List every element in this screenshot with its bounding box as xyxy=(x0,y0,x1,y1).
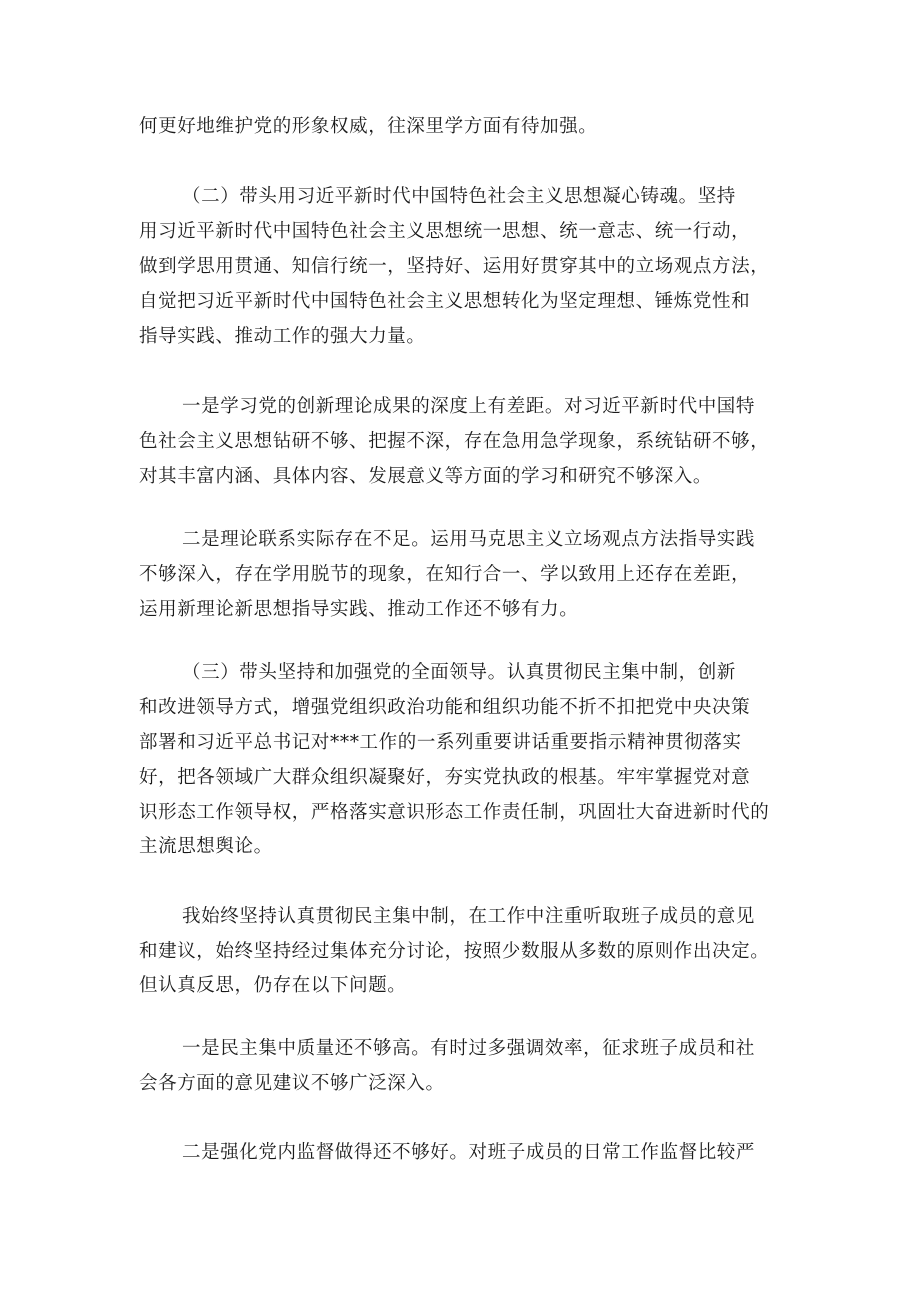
paragraph-line: 对其丰富内涵、具体内容、发展意义等方面的学习和研究不够深入。 xyxy=(139,466,713,487)
paragraph-line: 不够深入，存在学用脱节的现象，在知行合一、学以致用上还存在差距， xyxy=(139,564,751,585)
paragraph-line: 但认真反思，仍存在以下问题。 xyxy=(139,975,407,996)
paragraph-line: 二是理论联系实际存在不足。运用马克思主义立场观点方法指导实践 xyxy=(182,529,756,550)
paragraph-line: 运用新理论新思想指导实践、推动工作还不够有力。 xyxy=(139,599,579,620)
paragraph-line: 指导实践、推动工作的强大力量。 xyxy=(139,326,426,347)
paragraph-line: 自觉把习近平新时代中国特色社会主义思想转化为坚定理想、锤炼党性和 xyxy=(139,291,751,312)
paragraph-line: 我始终坚持认真贯彻民主集中制，在工作中注重听取班子成员的意见 xyxy=(182,906,756,927)
section-heading-line: （三）带头坚持和加强党的全面领导。认真贯彻民主集中制，创新 xyxy=(182,662,736,683)
paragraph-line: 一是民主集中质量还不够高。有时过多强调效率，征求班子成员和社 xyxy=(182,1038,756,1059)
section-heading-line: （二）带头用习近平新时代中国特色社会主义思想凝心铸魂。坚持 xyxy=(182,186,736,207)
paragraph-line: 识形态工作领导权，严格落实意识形态工作责任制，巩固壮大奋进新时代的 xyxy=(139,802,770,823)
paragraph-line: 好，把各领域广大群众组织凝聚好，夯实党执政的根基。牢牢掌握党对意 xyxy=(139,767,751,788)
paragraph-line: 和改进领导方式，增强党组织政治功能和组织功能不折不扣把党中央决策 xyxy=(139,697,751,718)
paragraph-line: 用习近平新时代中国特色社会主义思想统一思想、统一意志、统一行动， xyxy=(139,221,751,242)
paragraph-line: 部署和习近平总书记对***工作的一系列重要讲话重要指示精神贯彻落实 xyxy=(139,732,742,753)
paragraph-line: 做到学思用贯通、知信行统一，坚持好、运用好贯穿其中的立场观点方法， xyxy=(139,256,770,277)
paragraph-line: 一是学习党的创新理论成果的深度上有差距。对习近平新时代中国特 xyxy=(182,396,756,417)
paragraph-line: 色社会主义思想钻研不够、把握不深，存在急用急学现象，系统钻研不够， xyxy=(139,431,770,452)
paragraph-line: 主流思想舆论。 xyxy=(139,836,273,857)
paragraph-line: 会各方面的意见建议不够广泛深入。 xyxy=(139,1073,445,1094)
paragraph-line: 二是强化党内监督做得还不够好。对班子成员的日常工作监督比较严 xyxy=(182,1142,756,1163)
paragraph-line: 和建议，始终坚持经过集体充分讨论，按照少数服从多数的原则作出决定。 xyxy=(139,941,770,962)
paragraph-line: 何更好地维护党的形象权威，往深里学方面有待加强。 xyxy=(139,116,598,137)
